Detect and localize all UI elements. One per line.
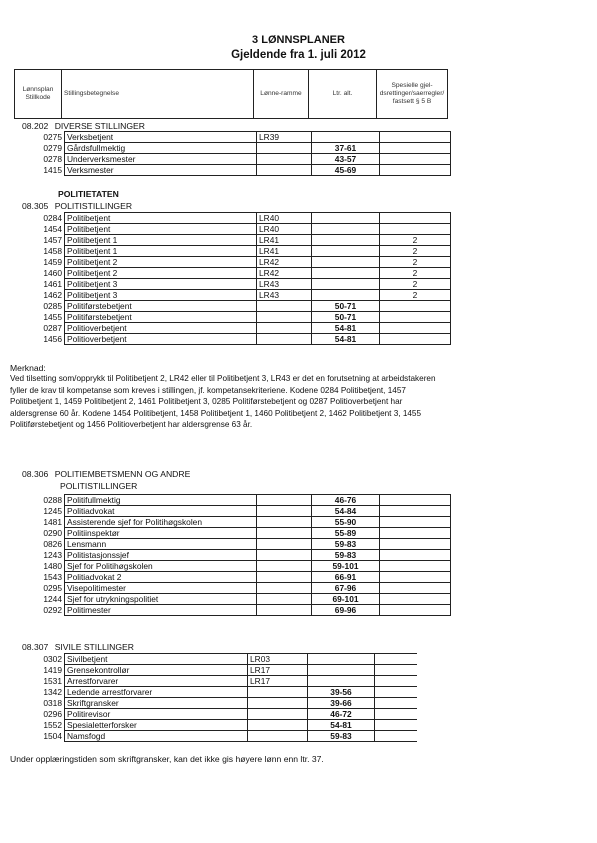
- cell-code: 1531: [22, 676, 65, 687]
- cell-code: 1454: [22, 224, 65, 235]
- table-row: [22, 665, 417, 676]
- cell-lr: [248, 698, 308, 709]
- cell-lt: [308, 676, 375, 687]
- section-title: POLITISTILLINGER: [54, 201, 133, 211]
- table-row: [22, 550, 451, 561]
- cell-lt: [312, 279, 380, 290]
- cell-sp: [380, 539, 451, 550]
- col-header-lt: Ltr. alt.: [309, 70, 377, 119]
- cell-lr: [257, 594, 312, 605]
- cell-name: Verksmester: [65, 165, 257, 176]
- cell-lr: [257, 561, 312, 572]
- cell-name: Politibetjent 1: [65, 235, 257, 246]
- cell-lt: 67-96: [312, 583, 380, 594]
- cell-name: Politibetjent 3: [65, 279, 257, 290]
- section-title: SIVILE STILLINGER: [54, 642, 134, 652]
- cell-code: 1460: [22, 268, 65, 279]
- cell-sp: [380, 517, 451, 528]
- cell-name: Politibetjent: [65, 224, 257, 235]
- table-row: [22, 143, 451, 154]
- cell-code: 0285: [22, 301, 65, 312]
- politistillinger-table: [22, 212, 451, 345]
- cell-sp: [380, 132, 451, 143]
- cell-name: Politibetjent 3: [65, 290, 257, 301]
- table-row: [22, 132, 451, 143]
- cell-lr: [257, 154, 312, 165]
- table-row: [22, 301, 451, 312]
- cell-sp: [375, 709, 418, 720]
- cell-sp: [375, 654, 418, 665]
- cell-name: Ledende arrestforvarer: [65, 687, 248, 698]
- cell-name: Sjef for Politihøgskolen: [65, 561, 257, 572]
- cell-sp: 2: [380, 279, 451, 290]
- cell-lt: 66-91: [312, 572, 380, 583]
- table-row: [22, 154, 451, 165]
- cell-name: Verksbetjent: [65, 132, 257, 143]
- cell-lt: [312, 290, 380, 301]
- cell-sp: [380, 550, 451, 561]
- cell-name: Spesialetterforsker: [65, 720, 248, 731]
- cell-lr: [257, 165, 312, 176]
- cell-sp: 2: [380, 257, 451, 268]
- table-row: [22, 605, 451, 616]
- cell-lt: 54-81: [308, 720, 375, 731]
- cell-name: Politiadvokat 2: [65, 572, 257, 583]
- cell-lt: 46-72: [308, 709, 375, 720]
- cell-lr: LR43: [257, 290, 312, 301]
- cell-sp: 2: [380, 235, 451, 246]
- cell-lt: [312, 213, 380, 224]
- cell-code: 1480: [22, 561, 65, 572]
- cell-name: Lensmann: [65, 539, 257, 550]
- cell-lt: 59-101: [312, 561, 380, 572]
- cell-name: Politiførstebetjent: [65, 312, 257, 323]
- cell-name: Namsfogd: [65, 731, 248, 742]
- cell-sp: [380, 506, 451, 517]
- cell-code: 0302: [22, 654, 65, 665]
- section-code: 08.305: [22, 201, 49, 211]
- section-heading: [22, 121, 145, 131]
- table-row: [22, 323, 451, 334]
- cell-lr: LR17: [248, 676, 308, 687]
- table-row: [22, 539, 451, 550]
- table-row: [22, 561, 451, 572]
- cell-lt: 39-66: [308, 698, 375, 709]
- cell-lr: [248, 731, 308, 742]
- table-row: [22, 224, 451, 235]
- diverse-stillinger-table: [22, 131, 451, 176]
- note-text: Ved tilsetting som/opprykk til Politibetjent 2, LR42 eller til Politibetjent 3, LR43 er det en forutsetning at arbeidstakeren fyller de krav til kompetanse som kreves i stillingen, jf. kompetansekriteriene. Kodene 0284 Politibetjent, 1457 Politibetjent 1, 1459 Politibetjent 2, 1461 Politibetjent 3, 0285 Politiførstebetjent og 0287 Politioverbetjent har aldersgrense 60 år. Kodene 1454 Politibetjent, 1458 Politibetjent 1, 1460 Politibetjent 2, 1462 Politibetjent 3, 1455 Politiførstebetjent og 1456 Politioverbetjent har aldersgrense 63 år.: [10, 374, 436, 429]
- cell-code: 1552: [22, 720, 65, 731]
- cell-code: 1243: [22, 550, 65, 561]
- cell-name: Politibetjent 1: [65, 246, 257, 257]
- cell-name: Politirevisor: [65, 709, 248, 720]
- cell-code: 0284: [22, 213, 65, 224]
- table-row: [22, 213, 451, 224]
- cell-code: 1481: [22, 517, 65, 528]
- cell-sp: [375, 676, 418, 687]
- cell-code: 0290: [22, 528, 65, 539]
- cell-lr: [257, 301, 312, 312]
- cell-lr: LR43: [257, 279, 312, 290]
- cell-code: 1342: [22, 687, 65, 698]
- table-row: [22, 594, 451, 605]
- table-row: [22, 720, 417, 731]
- cell-name: Politioverbetjent: [65, 323, 257, 334]
- cell-name: Gårdsfullmektig: [65, 143, 257, 154]
- cell-sp: [375, 731, 418, 742]
- cell-lt: 55-90: [312, 517, 380, 528]
- col-header-special: Spesielle gjel-dsrettinger/saerregler/ fastsett § 5 B: [377, 70, 448, 119]
- table-row: [22, 312, 451, 323]
- cell-code: 0278: [22, 154, 65, 165]
- table-row: [22, 165, 451, 176]
- cell-lr: [257, 528, 312, 539]
- cell-lt: [308, 654, 375, 665]
- cell-code: 1244: [22, 594, 65, 605]
- table-row: [22, 235, 451, 246]
- cell-sp: 2: [380, 290, 451, 301]
- cell-lr: [248, 709, 308, 720]
- cell-name: Skriftgransker: [65, 698, 248, 709]
- sivile-stillinger-table: [22, 653, 417, 742]
- cell-lr: LR42: [257, 268, 312, 279]
- cell-lr: LR41: [257, 246, 312, 257]
- cell-sp: [380, 323, 451, 334]
- cell-sp: [375, 720, 418, 731]
- cell-lt: 59-83: [312, 539, 380, 550]
- cell-name: Assisterende sjef for Politihøgskolen: [65, 517, 257, 528]
- column-header-table: [14, 69, 448, 119]
- cell-name: Politiførstebetjent: [65, 301, 257, 312]
- table-row: [22, 257, 451, 268]
- cell-code: 1543: [22, 572, 65, 583]
- cell-name: Politifullmektig: [65, 495, 257, 506]
- cell-lt: 43-57: [312, 154, 380, 165]
- cell-lr: [257, 583, 312, 594]
- cell-code: 1456: [22, 334, 65, 345]
- cell-lt: [312, 132, 380, 143]
- cell-lt: 45-69: [312, 165, 380, 176]
- cell-sp: [380, 334, 451, 345]
- cell-lt: 39-56: [308, 687, 375, 698]
- col-header-code: Lønnsplan Stillkode: [15, 70, 62, 119]
- cell-sp: 2: [380, 268, 451, 279]
- cell-code: 1461: [22, 279, 65, 290]
- cell-name: Politistasjonssjef: [65, 550, 257, 561]
- note-text: Under opplæringstiden som skriftgransker, kan det ikke gis høyere lønn enn ltr. 37.: [10, 754, 324, 764]
- cell-sp: [380, 165, 451, 176]
- cell-sp: [380, 143, 451, 154]
- cell-lr: [257, 517, 312, 528]
- cell-lr: [257, 605, 312, 616]
- cell-lt: 54-84: [312, 506, 380, 517]
- cell-name: Politiadvokat: [65, 506, 257, 517]
- section-title: DIVERSE STILLINGER: [54, 121, 145, 131]
- cell-name: Politimester: [65, 605, 257, 616]
- section-code: 08.202: [22, 121, 49, 131]
- cell-sp: [380, 213, 451, 224]
- table-row: [22, 698, 417, 709]
- cell-sp: [380, 154, 451, 165]
- cell-code: 1458: [22, 246, 65, 257]
- table-row: [22, 528, 451, 539]
- cell-sp: 2: [380, 246, 451, 257]
- table-row: [22, 654, 417, 665]
- cell-lr: LR40: [257, 224, 312, 235]
- table-row: [22, 290, 451, 301]
- table-row: [22, 731, 417, 742]
- cell-lr: LR42: [257, 257, 312, 268]
- cell-lt: [312, 246, 380, 257]
- cell-lr: [257, 495, 312, 506]
- cell-sp: [380, 224, 451, 235]
- cell-sp: [380, 495, 451, 506]
- cell-code: 0275: [22, 132, 65, 143]
- cell-lr: [257, 334, 312, 345]
- cell-lr: [248, 720, 308, 731]
- cell-lr: [248, 687, 308, 698]
- cell-lr: LR40: [257, 213, 312, 224]
- section-heading: [22, 642, 134, 652]
- cell-lt: 69-101: [312, 594, 380, 605]
- cell-code: 0287: [22, 323, 65, 334]
- cell-sp: [380, 312, 451, 323]
- cell-lr: [257, 323, 312, 334]
- section-code: 08.306: [22, 469, 49, 479]
- table-row: [22, 517, 451, 528]
- cell-name: Politibetjent: [65, 213, 257, 224]
- section-heading: [22, 201, 132, 211]
- cell-sp: [380, 594, 451, 605]
- cell-name: Politibetjent 2: [65, 257, 257, 268]
- section-title: POLITIEMBETSMENN OG ANDRE: [54, 469, 191, 479]
- table-row: [22, 709, 417, 720]
- section-code: 08.307: [22, 642, 49, 652]
- cell-lt: 55-89: [312, 528, 380, 539]
- cell-lt: 50-71: [312, 312, 380, 323]
- cell-name: Sivilbetjent: [65, 654, 248, 665]
- table-row: [22, 687, 417, 698]
- cell-lt: [312, 235, 380, 246]
- cell-code: 0279: [22, 143, 65, 154]
- cell-sp: [380, 572, 451, 583]
- cell-lt: [308, 665, 375, 676]
- cell-sp: [375, 665, 418, 676]
- table-row: [22, 506, 451, 517]
- cell-code: 0292: [22, 605, 65, 616]
- cell-lr: LR03: [248, 654, 308, 665]
- table-row: [22, 246, 451, 257]
- cell-name: Politiinspektør: [65, 528, 257, 539]
- table-row: [22, 268, 451, 279]
- cell-name: Politioverbetjent: [65, 334, 257, 345]
- table-row: [22, 334, 451, 345]
- cell-lr: [257, 143, 312, 154]
- table-row: [22, 583, 451, 594]
- cell-code: 1462: [22, 290, 65, 301]
- cell-code: 0296: [22, 709, 65, 720]
- col-header-lr: Lønne-ramme: [254, 70, 309, 119]
- cell-sp: [375, 687, 418, 698]
- table-row: [22, 279, 451, 290]
- cell-lt: 59-83: [308, 731, 375, 742]
- cell-code: 1459: [22, 257, 65, 268]
- cell-code: 0826: [22, 539, 65, 550]
- cell-lt: 54-81: [312, 323, 380, 334]
- cell-lr: [257, 572, 312, 583]
- cell-lr: [257, 506, 312, 517]
- section-heading-politietaten: POLITIETATEN: [58, 189, 119, 199]
- cell-name: Grensekontrollør: [65, 665, 248, 676]
- cell-sp: [375, 698, 418, 709]
- cell-lr: LR39: [257, 132, 312, 143]
- cell-code: 0288: [22, 495, 65, 506]
- cell-lt: [312, 257, 380, 268]
- cell-code: 1504: [22, 731, 65, 742]
- table-row: [22, 676, 417, 687]
- cell-lt: [312, 268, 380, 279]
- cell-code: 0295: [22, 583, 65, 594]
- cell-lr: LR41: [257, 235, 312, 246]
- cell-code: 1415: [22, 165, 65, 176]
- cell-sp: [380, 528, 451, 539]
- cell-code: 1245: [22, 506, 65, 517]
- cell-sp: [380, 561, 451, 572]
- section-title-line2: POLITISTILLINGER: [60, 481, 138, 491]
- cell-code: 1419: [22, 665, 65, 676]
- cell-lt: 59-83: [312, 550, 380, 561]
- cell-name: Arrestforvarer: [65, 676, 248, 687]
- note-label: Merknad:: [10, 363, 46, 373]
- cell-sp: [380, 583, 451, 594]
- cell-lt: 54-81: [312, 334, 380, 345]
- cell-lt: [312, 224, 380, 235]
- table-row: [22, 495, 451, 506]
- page-title: 3 LØNNSPLANER: [252, 34, 345, 46]
- politiembetsmenn-table: [22, 494, 451, 616]
- cell-code: 0318: [22, 698, 65, 709]
- page-subtitle: Gjeldende fra 1. juli 2012: [231, 49, 366, 61]
- cell-lt: 37-61: [312, 143, 380, 154]
- cell-lt: 69-96: [312, 605, 380, 616]
- cell-lr: LR17: [248, 665, 308, 676]
- cell-lr: [257, 312, 312, 323]
- cell-code: 1455: [22, 312, 65, 323]
- cell-lt: 46-76: [312, 495, 380, 506]
- cell-name: Politibetjent 2: [65, 268, 257, 279]
- cell-name: Visepolitimester: [65, 583, 257, 594]
- cell-lt: 50-71: [312, 301, 380, 312]
- cell-sp: [380, 605, 451, 616]
- cell-code: 1457: [22, 235, 65, 246]
- cell-name: Sjef for utrykningspolitiet: [65, 594, 257, 605]
- cell-lr: [257, 550, 312, 561]
- cell-sp: [380, 301, 451, 312]
- col-header-title: Stillingsbetegnelse: [62, 70, 254, 119]
- table-row: [22, 572, 451, 583]
- cell-name: Underverksmester: [65, 154, 257, 165]
- section-heading: [22, 469, 190, 479]
- cell-lr: [257, 539, 312, 550]
